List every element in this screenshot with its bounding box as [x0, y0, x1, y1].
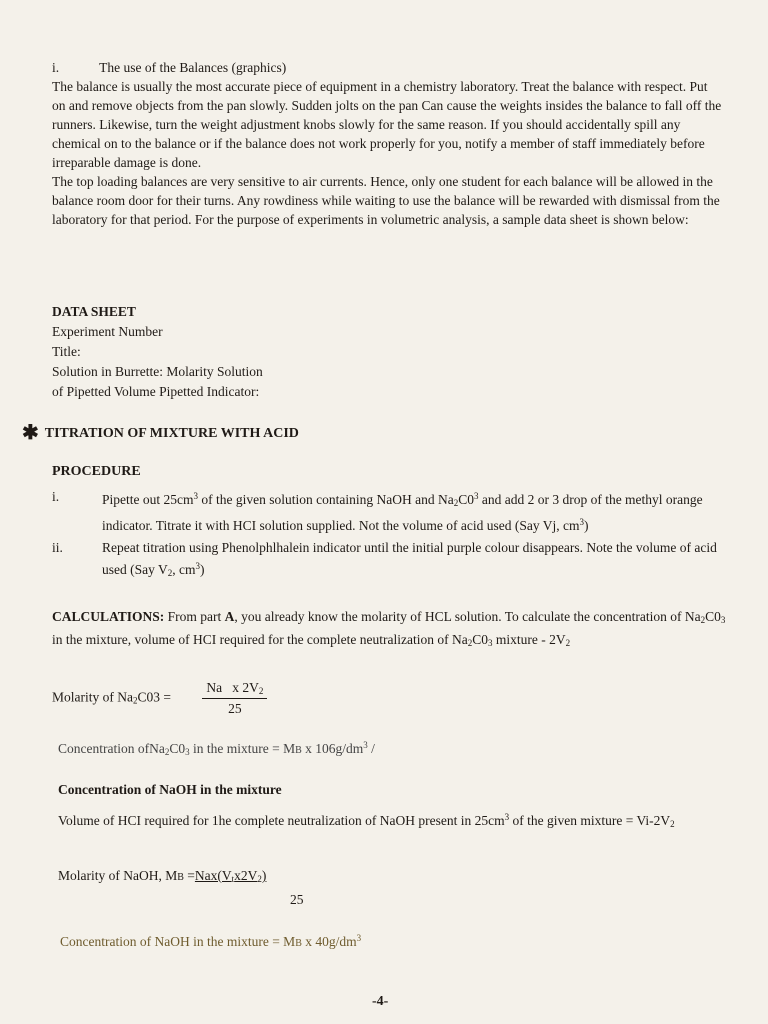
procedure-item-text: Pipette out $25cm^3$ of the given solution containing NaOH and $Na_2C0^3$ and add 2 or 3 drop of the methyl orange indicator. Titrate it with HCI solution supplied. Not the volume of acid used (Say Vj, $cm^3$) [102, 491, 703, 533]
naoh-volume-text: Volume of HCI required for 1he complete neutralization of NaOH present in $25cm^3$ of the given mixture = $Vi-2V_2$ [58, 812, 675, 829]
fraction: $\frac{Na x 2V_2}{25}$ [202, 680, 267, 717]
star-icon: ✱ [22, 422, 39, 444]
titration-heading [22, 423, 522, 443]
concentration-na2co3: Concentration $ofNa_2C0_3$ in the mixture = MB x $106g/dm^3$ / [58, 740, 375, 757]
data-sheet-line: Experiment Number [52, 324, 163, 339]
data-sheet-line: Title: [52, 344, 81, 359]
procedure-title: PROCEDURE [52, 464, 141, 479]
procedure-item [52, 538, 727, 583]
fraction-denominator: 25 [290, 892, 304, 907]
molarity-naoh-formula: Molarity of NaOH, MB $=Nax(V_tx2V_2)$ [58, 868, 267, 884]
molarity-na2co3-formula: Molarity of $Na_2C03$ = $\frac{Na x 2V_2}{25}$ [52, 680, 267, 717]
procedure-item-number: i. [52, 489, 60, 504]
naoh-heading: Concentration of NaOH in the mixture [58, 782, 282, 797]
calculations-section: CALCULATIONS: From part A, you already know the molarity of HCL solution. To calculate the concentration of $Na_2C0_3$ in the mixture, volume of HCI required for the complete neutralization of $Na_2C0_3$ mixture - $2V_2$ [52, 609, 726, 648]
intro-paragraph: The balance is usually the most accurate piece of equipment in a chemistry laboratory. Treat the balance with respect. Put on and remove objects from the pan slowly. Sudden jolts on the pan Can cause the weights insides the balance to fall off the runners. Likewise, turn the weight adjustment knobs slowly for the same reason. If you should accidentally spill any chemical on to the balance or if the balance does not work properly for you, notify a member of staff immediately before irreparable damage is done. [52, 79, 722, 170]
data-sheet [52, 302, 452, 402]
concentration-naoh: Concentration of NaOH in the mixture = MB x $40g/dm^3$ [60, 933, 362, 949]
titration-title: TITRATION OF MIXTURE WITH ACID [44, 425, 299, 441]
intro-paragraph-2: The top loading balances are very sensitive to air currents. Hence, only one student for each balance will be allowed in the balance room door for their turns. Any rowdiness while waiting to use the balance will be rewarded with dismissal from the laboratory for that period. For the purpose of experiments in volumetric analysis, a sample data sheet is shown below: [52, 174, 720, 227]
intro-section [52, 58, 722, 229]
procedure-item [52, 487, 727, 535]
data-sheet-line: of Pipetted Volume Pipetted Indicator: [52, 384, 260, 399]
data-sheet-title: DATA SHEET [52, 304, 136, 319]
section-heading [52, 58, 722, 77]
section-numeral: i. [52, 60, 60, 75]
calculations-label: CALCULATIONS: [52, 609, 165, 624]
section-title: The use of the Balances (graphics) [99, 60, 287, 75]
procedure-item-text: Repeat titration using Phenolphlhalein indicator until the initial purple colour disappears. Note the volume of acid used (Say $V_2$, $cm^3$) [102, 540, 717, 578]
page-number: -4- [372, 994, 389, 1009]
data-sheet-line: Solution in Burrette: Molarity Solution [52, 364, 263, 379]
procedure-section [52, 462, 727, 586]
procedure-item-number: ii. [52, 540, 63, 555]
